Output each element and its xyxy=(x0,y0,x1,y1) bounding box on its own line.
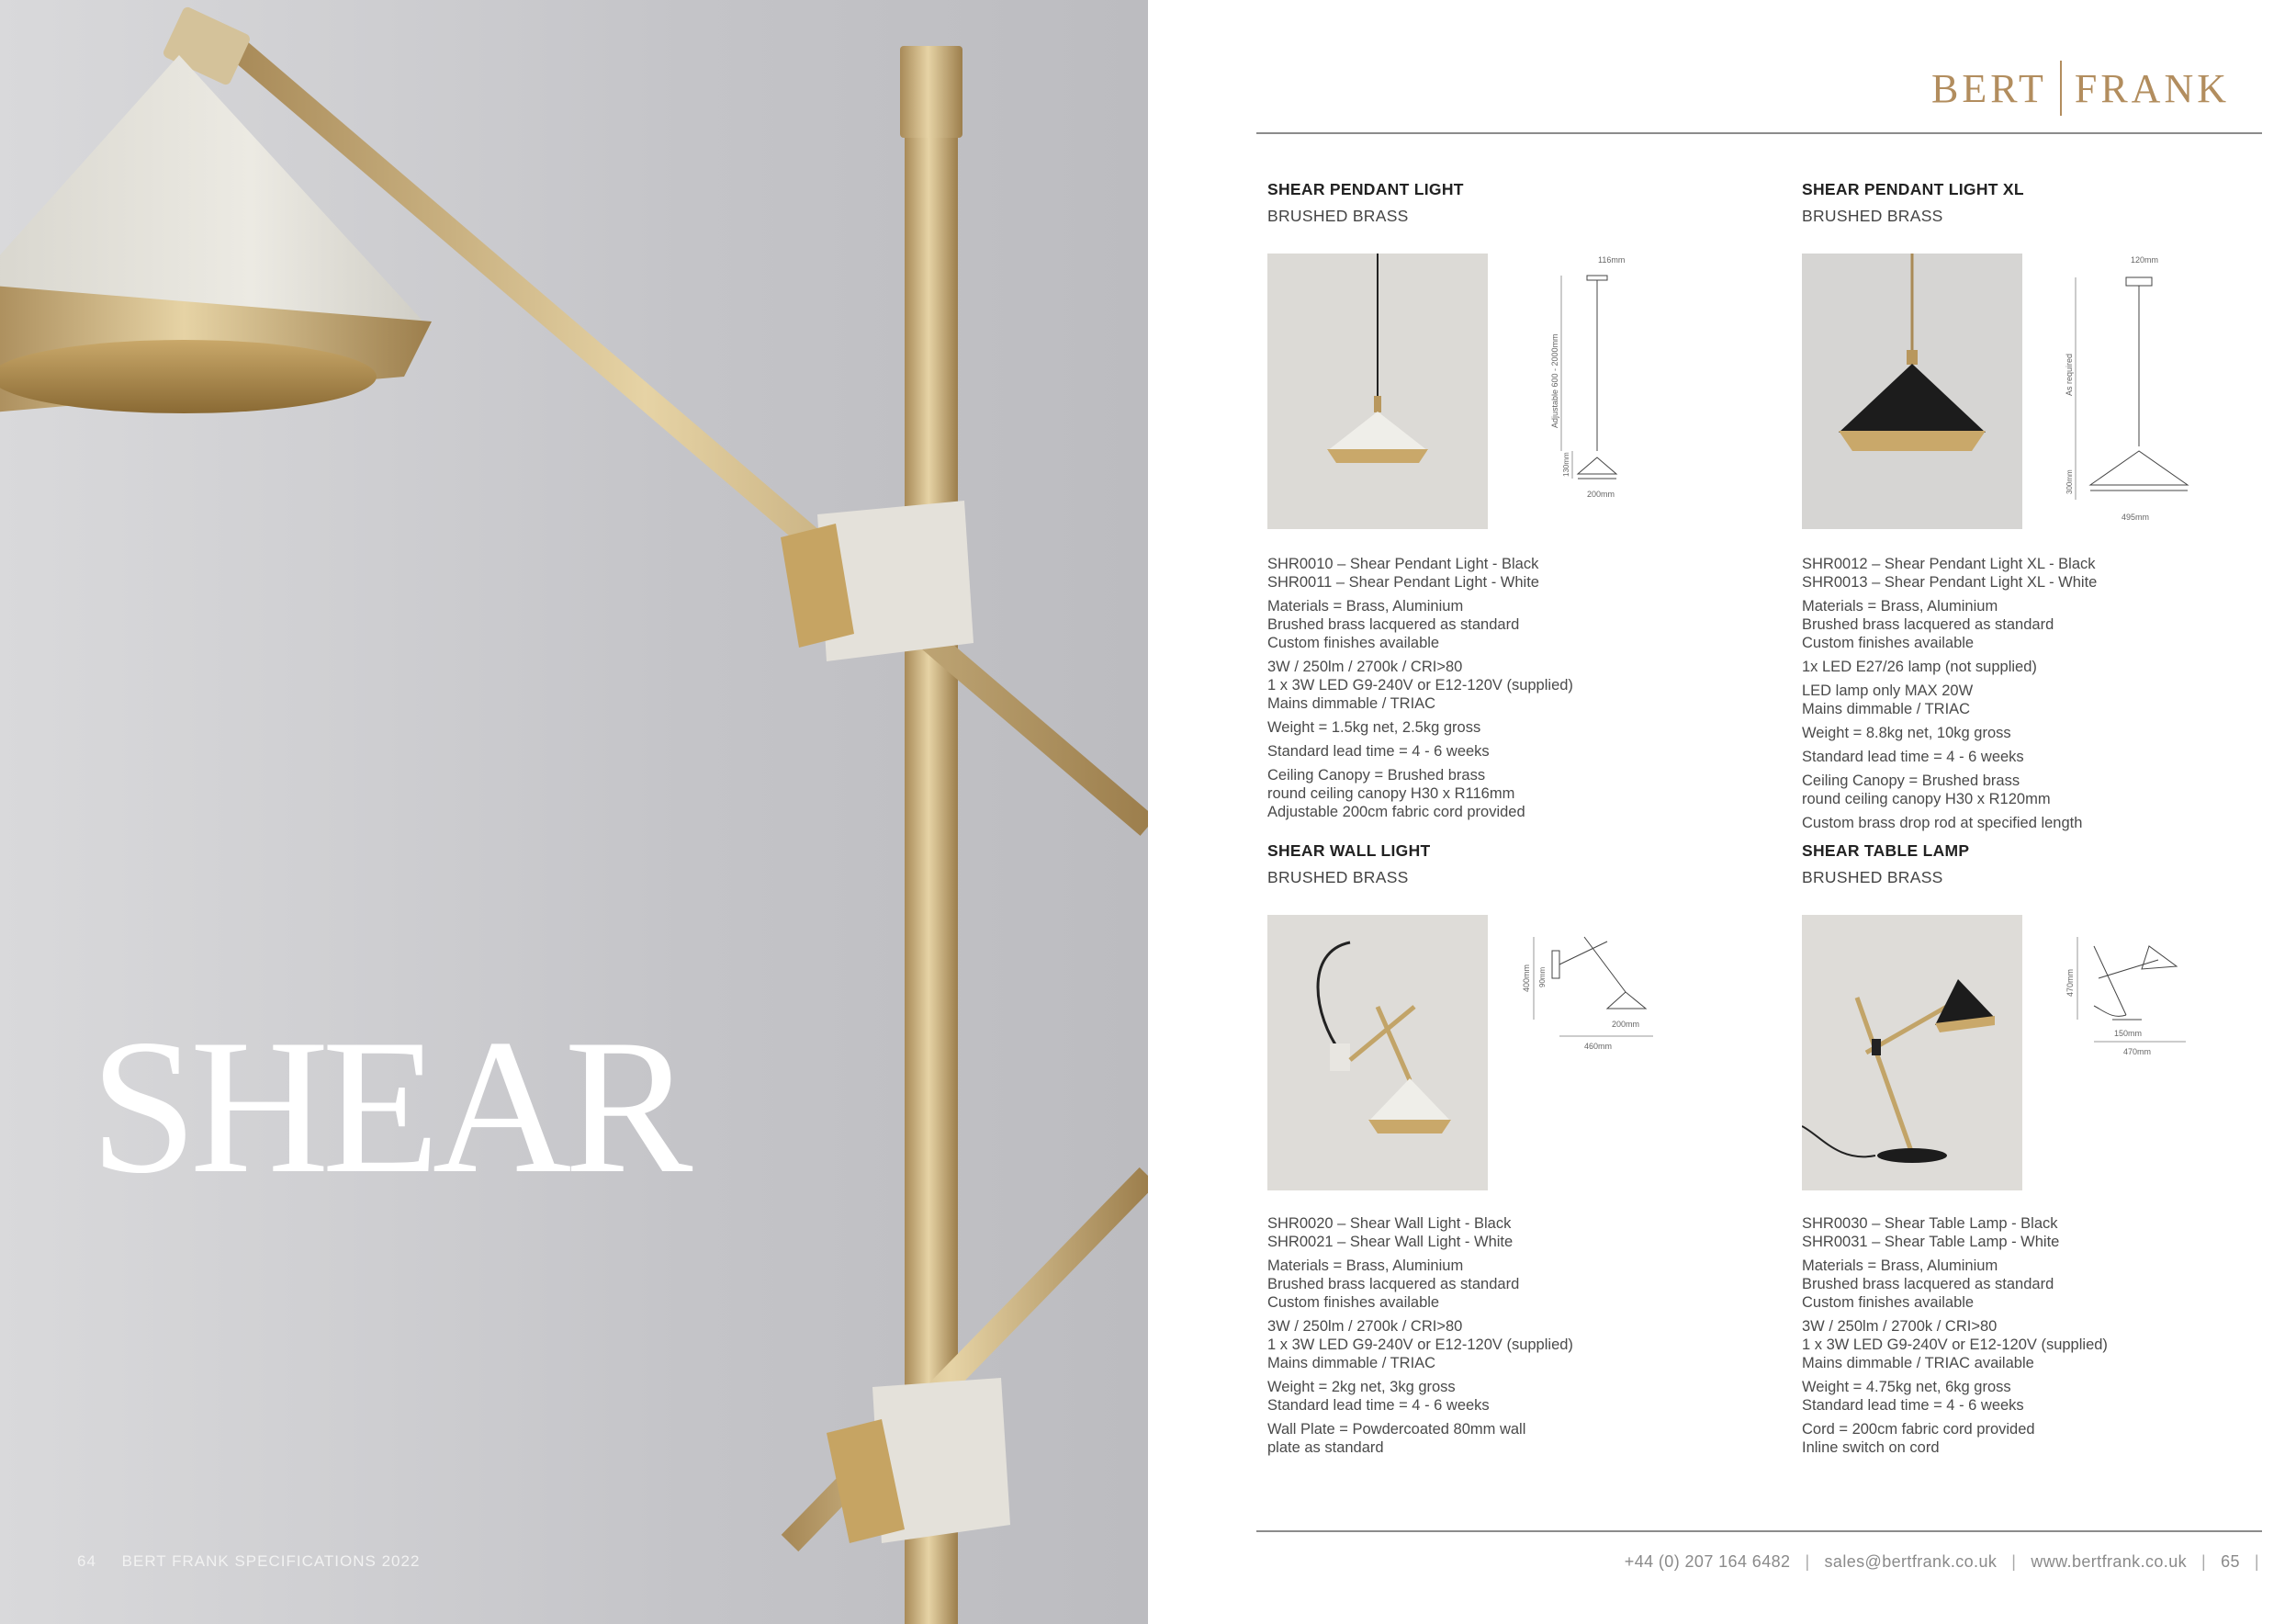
footer-phone: +44 (0) 207 164 6482 xyxy=(1624,1552,1791,1571)
dim-plate: 90mm xyxy=(1538,966,1547,987)
product-title: SHEAR PENDANT LIGHT XL xyxy=(1802,180,2024,198)
footer-divider: | xyxy=(1805,1552,1810,1571)
product-title: SHEAR TABLE LAMP xyxy=(1802,841,1970,860)
spec-line: Ceiling Canopy = Brushed brass xyxy=(1267,767,1486,784)
brand-divider xyxy=(2060,61,2062,116)
spec-line: Custom finishes available xyxy=(1802,635,1975,651)
spec-line: Brushed brass lacquered as standard xyxy=(1802,1276,2054,1292)
product-title: SHEAR PENDANT LIGHT xyxy=(1267,180,1464,198)
spec-line: SHR0012 – Shear Pendant Light XL - Black xyxy=(1802,556,2096,572)
spec-group xyxy=(1267,742,1782,761)
spec-group xyxy=(1267,766,1782,821)
dim-height: 470mm xyxy=(2065,968,2075,997)
product-pendant xyxy=(1267,180,1782,226)
spec-line: Custom finishes available xyxy=(1802,1294,1975,1311)
page-number-right: 65 xyxy=(2221,1552,2240,1571)
spec-group xyxy=(1802,1378,2296,1415)
spec-line: Standard lead time = 4 - 6 weeks xyxy=(1267,743,1490,760)
spec-line: 3W / 250lm / 2700k / CRI>80 xyxy=(1267,1318,1463,1335)
dim-bottom: 200mm xyxy=(1587,490,1615,499)
pendant-photo xyxy=(1267,254,1488,529)
table-lamp-dimension-drawing xyxy=(2057,928,2223,1066)
spec-line: Mains dimmable / TRIAC available xyxy=(1802,1355,2034,1371)
spec-line: 1x LED E27/26 lamp (not supplied) xyxy=(1802,659,2037,675)
spec-line: 3W / 250lm / 2700k / CRI>80 xyxy=(1802,1318,1998,1335)
table-lamp-specs xyxy=(1802,1214,2296,1462)
dim-shade: 200mm xyxy=(1612,1020,1640,1029)
brand-word-right: FRANK xyxy=(2074,65,2230,111)
spec-group xyxy=(1267,1317,1782,1372)
spec-line: plate as standard xyxy=(1267,1439,1384,1456)
product-finish: BRUSHED BRASS xyxy=(1267,207,1409,225)
product-table-lamp xyxy=(1802,841,2296,887)
spec-group xyxy=(1802,682,2296,718)
spec-group xyxy=(1802,814,2296,832)
spec-group xyxy=(1267,1257,1782,1312)
spec-group xyxy=(1267,658,1782,713)
left-footer xyxy=(77,1552,440,1571)
dim-depth: 460mm xyxy=(1584,1042,1613,1051)
spec-group xyxy=(1802,658,2296,676)
spec-line: SHR0010 – Shear Pendant Light - Black xyxy=(1267,556,1539,572)
spec-line: Weight = 8.8kg net, 10kg gross xyxy=(1802,725,2011,741)
spec-line: LED lamp only MAX 20W xyxy=(1802,682,1974,699)
spec-group xyxy=(1802,748,2296,766)
product-pendant-xl xyxy=(1802,180,2296,226)
dim-bottom: 495mm xyxy=(2122,513,2150,522)
dim-shade: 130mm xyxy=(1562,452,1570,477)
brand-word-left: BERT xyxy=(1931,65,2047,111)
spec-line: Standard lead time = 4 - 6 weeks xyxy=(1802,1397,2024,1414)
spec-group xyxy=(1267,555,1782,592)
spec-line: Mains dimmable / TRIAC xyxy=(1267,1355,1436,1371)
product-finish: BRUSHED BRASS xyxy=(1802,868,1943,886)
brand-logo xyxy=(1931,61,2230,116)
spec-group xyxy=(1802,597,2296,652)
spec-group xyxy=(1802,1420,2296,1457)
spec-line: Standard lead time = 4 - 6 weeks xyxy=(1267,1397,1490,1414)
pendant-dimension-drawing xyxy=(1515,254,1662,511)
spec-group xyxy=(1267,718,1782,737)
spec-group xyxy=(1267,1214,1782,1251)
spec-line: Custom finishes available xyxy=(1267,1294,1440,1311)
spec-line: Adjustable 200cm fabric cord provided xyxy=(1267,804,1525,820)
footer-email[interactable]: sales@bertfrank.co.uk xyxy=(1824,1552,1998,1571)
top-rule xyxy=(1256,132,2262,134)
spec-line: Brushed brass lacquered as standard xyxy=(1267,1276,1520,1292)
table-lamp-photo xyxy=(1802,915,2022,1190)
spec-line: Inline switch on cord xyxy=(1802,1439,1940,1456)
product-finish: BRUSHED BRASS xyxy=(1802,207,1943,225)
right-page xyxy=(1148,0,2296,1624)
footer-website[interactable]: www.bertfrank.co.uk xyxy=(2031,1552,2188,1571)
spec-line: 1 x 3W LED G9-240V or E12-120V (supplied) xyxy=(1267,677,1573,694)
spec-line: 1 x 3W LED G9-240V or E12-120V (supplied) xyxy=(1802,1336,2108,1353)
footer-publication: BERT FRANK SPECIFICATIONS 2022 xyxy=(121,1552,421,1570)
spec-line: Mains dimmable / TRIAC xyxy=(1802,701,1971,717)
footer-divider: | xyxy=(2011,1552,2017,1571)
spec-line: Ceiling Canopy = Brushed brass xyxy=(1802,773,2020,789)
dim-shade: 300mm xyxy=(2065,469,2074,494)
spec-line: Standard lead time = 4 - 6 weeks xyxy=(1802,749,2024,765)
footer-divider: | xyxy=(2201,1552,2207,1571)
footer-contact xyxy=(1625,1552,2259,1572)
dim-side: Adjustable 600 - 2000mm xyxy=(1550,333,1559,428)
wall-light-photo xyxy=(1267,915,1488,1190)
page-number-left: 64 xyxy=(77,1552,96,1570)
dim-top: 116mm xyxy=(1598,255,1626,265)
spec-line: Wall Plate = Powdercoated 80mm wall xyxy=(1267,1421,1526,1438)
spec-line: round ceiling canopy H30 x R116mm xyxy=(1267,785,1515,802)
pendant-xl-photo xyxy=(1802,254,2022,529)
spec-line: SHR0030 – Shear Table Lamp - Black xyxy=(1802,1215,2058,1232)
wall-light-specs xyxy=(1267,1214,1782,1462)
spec-line: Weight = 1.5kg net, 2.5kg gross xyxy=(1267,719,1481,736)
spec-line: Materials = Brass, Aluminium xyxy=(1802,598,1998,615)
dim-base: 150mm xyxy=(2114,1029,2143,1038)
pendant-xl-specs xyxy=(1802,555,2296,838)
spec-line: Brushed brass lacquered as standard xyxy=(1802,616,2054,633)
spec-line: Mains dimmable / TRIAC xyxy=(1267,695,1436,712)
spec-line: 3W / 250lm / 2700k / CRI>80 xyxy=(1267,659,1463,675)
spec-line: Cord = 200cm fabric cord provided xyxy=(1802,1421,2035,1438)
dim-height: 400mm xyxy=(1522,964,1531,992)
dim-width: 470mm xyxy=(2123,1047,2152,1056)
product-title: SHEAR WALL LIGHT xyxy=(1267,841,1431,860)
pendant-xl-dimension-drawing xyxy=(2057,254,2241,529)
spec-line: 1 x 3W LED G9-240V or E12-120V (supplied) xyxy=(1267,1336,1573,1353)
spec-line: SHR0031 – Shear Table Lamp - White xyxy=(1802,1234,2060,1250)
product-wall-light xyxy=(1267,841,1782,887)
spec-line: Materials = Brass, Aluminium xyxy=(1267,598,1464,615)
spec-line: SHR0011 – Shear Pendant Light - White xyxy=(1267,574,1539,591)
product-finish: BRUSHED BRASS xyxy=(1267,868,1409,886)
spec-group xyxy=(1267,1378,1782,1415)
dim-side: As required xyxy=(2065,353,2074,396)
spec-group xyxy=(1802,1257,2296,1312)
pendant-specs xyxy=(1267,555,1782,827)
wall-light-dimension-drawing xyxy=(1515,919,1681,1056)
spec-group xyxy=(1802,772,2296,808)
spec-line: round ceiling canopy H30 x R120mm xyxy=(1802,791,2051,807)
spec-line: SHR0021 – Shear Wall Light - White xyxy=(1267,1234,1514,1250)
spec-group xyxy=(1802,1214,2296,1251)
spec-line: Weight = 2kg net, 3kg gross xyxy=(1267,1379,1456,1395)
spec-group xyxy=(1802,724,2296,742)
spec-line: SHR0020 – Shear Wall Light - Black xyxy=(1267,1215,1512,1232)
spec-group xyxy=(1802,1317,2296,1372)
spec-line: Brushed brass lacquered as standard xyxy=(1267,616,1520,633)
spec-group xyxy=(1267,597,1782,652)
hero-title: SHEAR xyxy=(90,1000,686,1213)
spec-line: Custom brass drop rod at specified length xyxy=(1802,815,2083,831)
spec-line: Weight = 4.75kg net, 6kg gross xyxy=(1802,1379,2011,1395)
spec-line: Custom finishes available xyxy=(1267,635,1440,651)
spec-group xyxy=(1802,555,2296,592)
footer-divider: | xyxy=(2254,1552,2259,1571)
spec-line: Materials = Brass, Aluminium xyxy=(1267,1257,1464,1274)
bottom-rule xyxy=(1256,1530,2262,1532)
spec-group xyxy=(1267,1420,1782,1457)
spec-line: SHR0013 – Shear Pendant Light XL - White xyxy=(1802,574,2098,591)
spec-line: Materials = Brass, Aluminium xyxy=(1802,1257,1998,1274)
dim-top: 120mm xyxy=(2131,255,2159,265)
